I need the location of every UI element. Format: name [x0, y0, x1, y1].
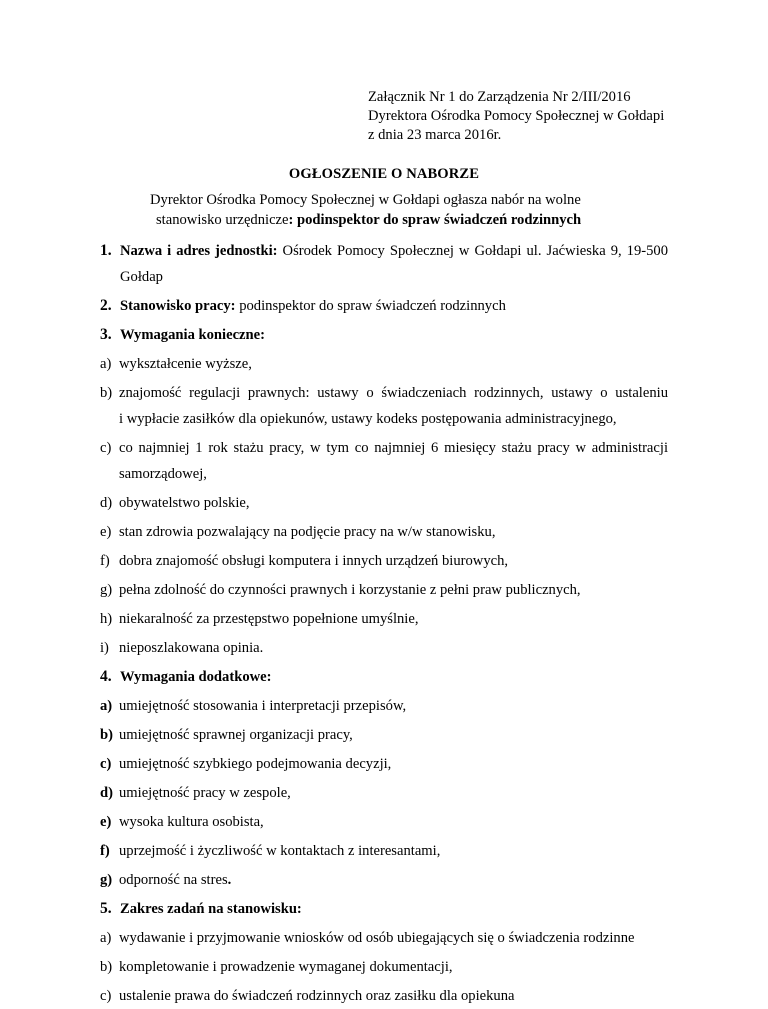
list-marker: c) [100, 988, 112, 1004]
section-3 [100, 322, 668, 348]
section-label: Zakres zadań na stanowisku: [120, 901, 302, 917]
list-marker: b) [100, 959, 113, 975]
list-item [100, 606, 668, 632]
section-label: Nazwa i adres jednostki: [120, 243, 278, 259]
list-item-text: wysoka kultura osobista, [119, 814, 264, 830]
list-marker: c) [100, 440, 112, 456]
list-marker: a) [100, 930, 112, 946]
document-title: OGŁOSZENIE O NABORZE [288, 166, 480, 182]
list-item-text: umiejętność pracy w zespole, [119, 785, 291, 801]
section-label: Stanowisko pracy: [120, 298, 236, 314]
list-item-text: umiejętność stosowania i interpretacji przepisów, [119, 698, 407, 714]
section-number: 1. [100, 242, 112, 259]
list-item [100, 722, 668, 748]
section-number: 5. [100, 900, 112, 917]
list-item-text: obywatelstwo polskie, [119, 495, 250, 511]
header-line-2: Dyrektora Ośrodka Pomocy Społecznej w Gołdapi [368, 108, 665, 124]
list-item-text: co najmniej 1 rok stażu pracy, w tym co najmniej 6 miesięcy stażu pracy w administracji [119, 440, 668, 456]
list-item-text: znajomość regulacji prawnych: ustawy o świadczeniach rodzinnych, ustawy o ustaleniu [119, 385, 668, 401]
section-number: 4. [100, 668, 112, 685]
list-marker: b) [100, 727, 113, 743]
section-label: Wymagania konieczne: [120, 327, 265, 343]
list-item-text: kompletowanie i prowadzenie wymaganej dokumentacji, [119, 959, 453, 975]
list-item-text: pełna zdolność do czynności prawnych i korzystanie z pełni praw publicznych, [119, 582, 581, 598]
list-marker: e) [100, 814, 112, 830]
list-marker: f) [100, 843, 110, 859]
list-item [100, 693, 668, 719]
list-item-text: umiejętność sprawnej organizacji pracy, [119, 727, 353, 743]
list-item [100, 490, 668, 516]
list-item [100, 925, 668, 951]
list-item-text: uprzejmość i życzliwość w kontaktach z interesantami, [119, 843, 441, 859]
document-body [100, 238, 668, 1009]
list-marker: d) [100, 495, 113, 511]
section-1 [100, 238, 668, 290]
list-item [100, 548, 668, 574]
list-marker: d) [100, 785, 113, 801]
list-item-text: wykształcenie wyższe, [119, 356, 252, 372]
header-line-1: Załącznik Nr 1 do Zarządzenia Nr 2/III/2016 [368, 89, 631, 105]
list-item-text: umiejętność szybkiego podejmowania decyzji, [119, 756, 392, 772]
list-item [100, 838, 668, 864]
list-item [100, 751, 668, 777]
list-item-tail: . [227, 872, 232, 888]
intro-paragraph [150, 190, 581, 230]
list-item [100, 954, 668, 980]
list-item-text: niekaralność za przestępstwo popełnione umyślnie, [119, 611, 419, 627]
list-item-text: nieposzlakowana opinia. [119, 640, 264, 656]
list-marker: g) [100, 872, 113, 888]
list-marker: e) [100, 524, 112, 540]
list-marker: h) [100, 611, 113, 627]
section-2-text: podinspektor do spraw świadczeń rodzinnych [239, 298, 506, 314]
list-item [100, 983, 668, 1009]
intro-line-1: Dyrektor Ośrodka Pomocy Społecznej w Gołdapi ogłasza nabór na wolne [150, 192, 581, 208]
list-item [100, 635, 668, 661]
intro-line-2-prefix: stanowisko urzędnicze [156, 212, 289, 228]
list-marker: a) [100, 698, 113, 714]
list-item [100, 351, 668, 377]
list-item [100, 780, 668, 806]
intro-line-2 [150, 210, 581, 230]
list-item-text: samorządowej, [119, 466, 207, 482]
list-item [100, 867, 668, 893]
header-line-3: z dnia 23 marca 2016r. [368, 127, 502, 143]
list-item-text: wydawanie i przyjmowanie wniosków od osób ubiegających się o świadczenia rodzinne [119, 930, 635, 946]
list-marker: g) [100, 582, 113, 598]
list-item-text: ustalenie prawa do świadczeń rodzinnych oraz zasiłku dla opiekuna [119, 988, 515, 1004]
section-1-address: Ośrodek Pomocy Społecznej w Gołdapi ul. Jaćwieska 9, 19-500 [282, 243, 669, 259]
list-marker: i) [100, 640, 109, 656]
section-5 [100, 896, 668, 922]
list-marker: a) [100, 356, 112, 372]
list-item [100, 380, 668, 432]
section-4 [100, 664, 668, 690]
list-item [100, 435, 668, 487]
attachment-header [368, 88, 664, 145]
list-marker: c) [100, 756, 112, 772]
list-item [100, 809, 668, 835]
list-item [100, 577, 668, 603]
list-item-text: dobra znajomość obsługi komputera i innych urządzeń biurowych, [119, 553, 509, 569]
list-marker: b) [100, 385, 113, 401]
section-1-line-2: Gołdap [120, 269, 163, 285]
list-item-text: odporność na stres [119, 872, 228, 888]
section-number: 3. [100, 326, 112, 343]
section-label: Wymagania dodatkowe: [120, 669, 272, 685]
section-number: 2. [100, 297, 112, 314]
list-marker: f) [100, 553, 110, 569]
list-item-text: stan zdrowia pozwalający na podjęcie pracy na w/w stanowisku, [119, 524, 496, 540]
list-item-text: i wypłacie zasiłków dla opiekunów, ustawy kodeks postępowania administracyjnego, [119, 411, 617, 427]
intro-position-name: : podinspektor do spraw świadczeń rodzinnych [288, 212, 582, 228]
section-1-line-1 [120, 238, 668, 264]
section-2 [100, 293, 668, 319]
list-item [100, 519, 668, 545]
